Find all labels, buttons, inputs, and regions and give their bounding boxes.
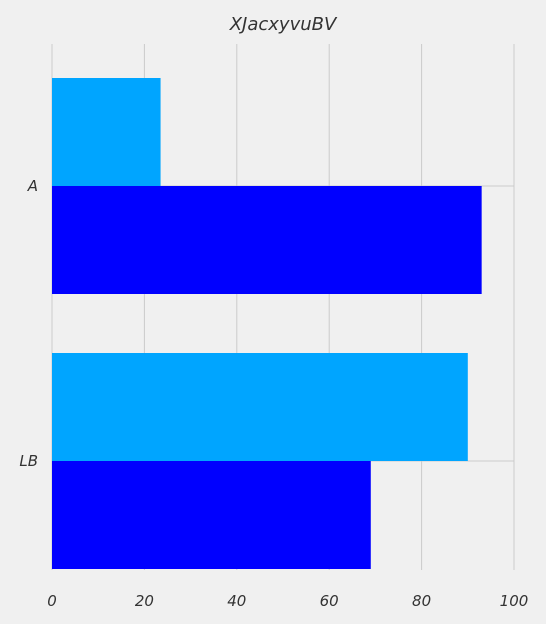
bar-series-2-a xyxy=(52,186,482,294)
chart-title: XJacxyvuBV xyxy=(229,14,337,35)
y-tick-label: A xyxy=(27,177,38,195)
y-axis-ticks xyxy=(19,177,38,470)
x-tick-label: 40 xyxy=(227,592,247,610)
x-tick-label: 60 xyxy=(319,592,339,610)
bar-series-1-lb xyxy=(52,353,468,461)
bar-series-1-a xyxy=(52,78,161,186)
x-tick-label: 80 xyxy=(412,592,432,610)
x-axis-ticks xyxy=(47,592,528,610)
x-tick-label: 0 xyxy=(47,592,57,610)
bar-series-2-lb xyxy=(52,461,371,569)
x-tick-label: 100 xyxy=(499,592,529,610)
x-tick-label: 20 xyxy=(134,592,154,610)
bars-layer xyxy=(52,78,482,569)
y-tick-label: LB xyxy=(19,452,38,470)
